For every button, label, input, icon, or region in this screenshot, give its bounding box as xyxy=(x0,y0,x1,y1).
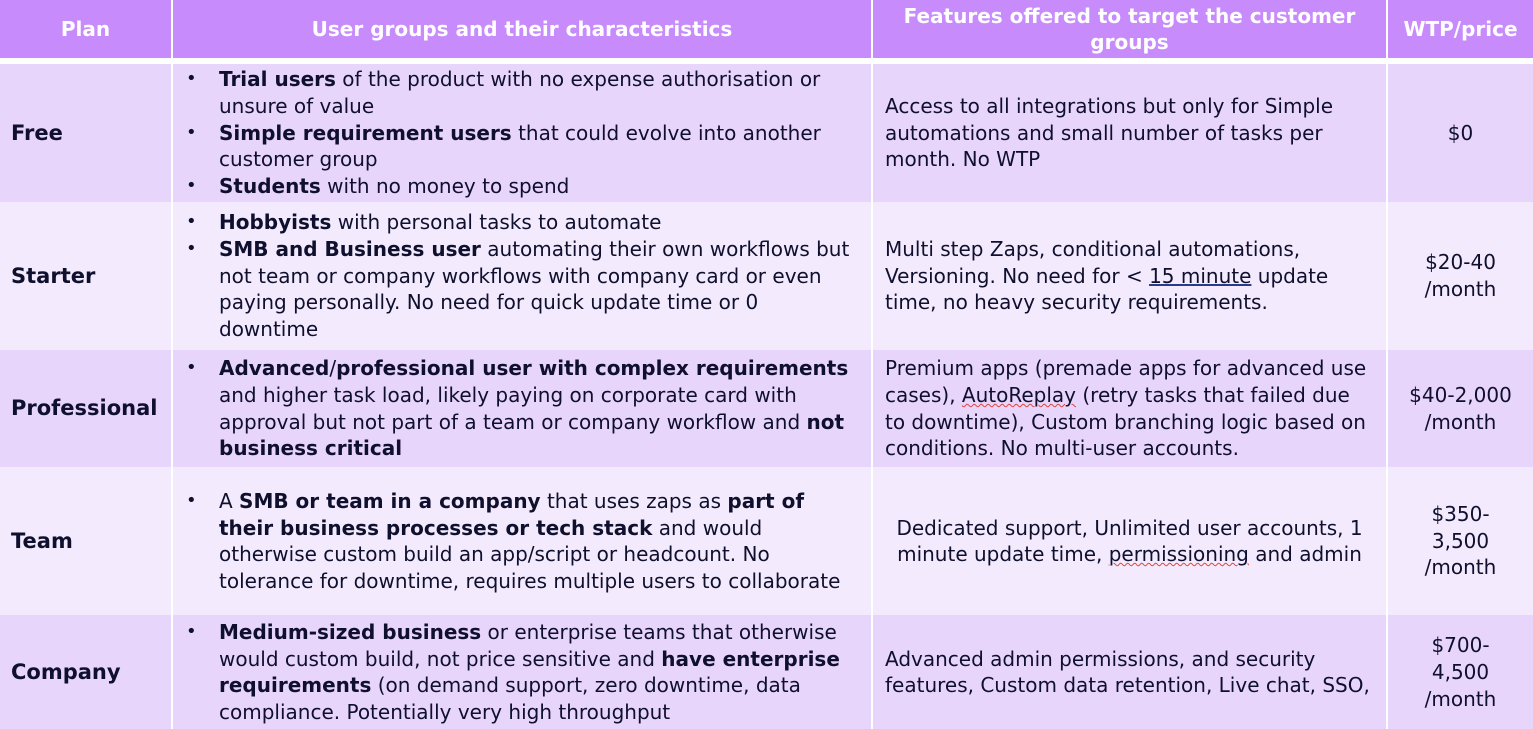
price-cell: $0 xyxy=(1387,61,1533,202)
table-row-free xyxy=(0,61,1533,202)
price-cell: $20-40 /month xyxy=(1387,202,1533,351)
user-groups-cell xyxy=(172,615,872,729)
header-price: WTP/price xyxy=(1387,0,1533,61)
features-cell: Access to all integrations but only for Simple automations and small number of tasks per month. No WTP xyxy=(872,61,1387,202)
features-cell: Dedicated support, Unlimited user accounts, 1 minute update time, permissioning and admin xyxy=(872,467,1387,616)
list-item: • Advanced/professional user with complex requirements and higher task load, likely paying on corporate card with approval but not part of a team or company workflow and not business critical xyxy=(219,355,861,461)
list-item: • SMB and Business user automating their own workflows but not team or company workflows with company card or even paying personally. No need for quick update time or 0 downtime xyxy=(219,236,861,342)
table-row-professional xyxy=(0,350,1533,467)
table-row-team xyxy=(0,467,1533,616)
features-cell: Advanced admin permissions, and security features, Custom data retention, Live chat, SSO, xyxy=(872,615,1387,729)
price-cell: $350- 3,500 /month xyxy=(1387,467,1533,616)
user-groups-cell xyxy=(172,61,872,202)
plan-name: Free xyxy=(0,61,172,202)
header-plan: Plan xyxy=(0,0,172,61)
user-groups-list xyxy=(183,66,861,199)
plan-name: Starter xyxy=(0,202,172,351)
table-row-starter xyxy=(0,202,1533,351)
plan-name: Team xyxy=(0,467,172,616)
price-cell: $700- 4,500 /month xyxy=(1387,615,1533,729)
list-item: • A SMB or team in a company that uses zaps as part of their business processes or tech stack and would otherwise custom build an app/script or headcount. No tolerance for downtime, requires multiple users to collaborate xyxy=(219,488,861,594)
user-groups-list xyxy=(183,619,861,725)
plan-name: Professional xyxy=(0,350,172,467)
list-item: • Trial users of the product with no expense authorisation or unsure of value xyxy=(219,66,861,119)
list-item: • Medium-sized business or enterprise teams that otherwise would custom build, not price sensitive and have enterprise requirements (on demand support, zero downtime, data compliance. Potentially very high throughput xyxy=(219,619,861,725)
header-row xyxy=(0,0,1533,61)
header-features: Features offered to target the customer groups xyxy=(872,0,1387,61)
plan-name: Company xyxy=(0,615,172,729)
list-item: • Simple requirement users that could evolve into another customer group xyxy=(219,120,861,173)
features-cell: Multi step Zaps, conditional automations, Versioning. No need for < 15 minute update time, no heavy security requirements. xyxy=(872,202,1387,351)
user-groups-cell xyxy=(172,350,872,467)
header-user-groups: User groups and their characteristics xyxy=(172,0,872,61)
list-item: • Hobbyists with personal tasks to automate xyxy=(219,209,861,236)
user-groups-list xyxy=(183,355,861,461)
price-cell: $40-2,000 /month xyxy=(1387,350,1533,467)
user-groups-cell xyxy=(172,202,872,351)
user-groups-list xyxy=(183,209,861,342)
user-groups-list xyxy=(183,488,861,594)
list-item: • Students with no money to spend xyxy=(219,173,861,200)
features-cell: Premium apps (premade apps for advanced use cases), AutoReplay (retry tasks that failed due to downtime), Custom branching logic based on conditions. No multi-user accounts. xyxy=(872,350,1387,467)
user-groups-cell xyxy=(172,467,872,616)
table-row-company xyxy=(0,615,1533,729)
